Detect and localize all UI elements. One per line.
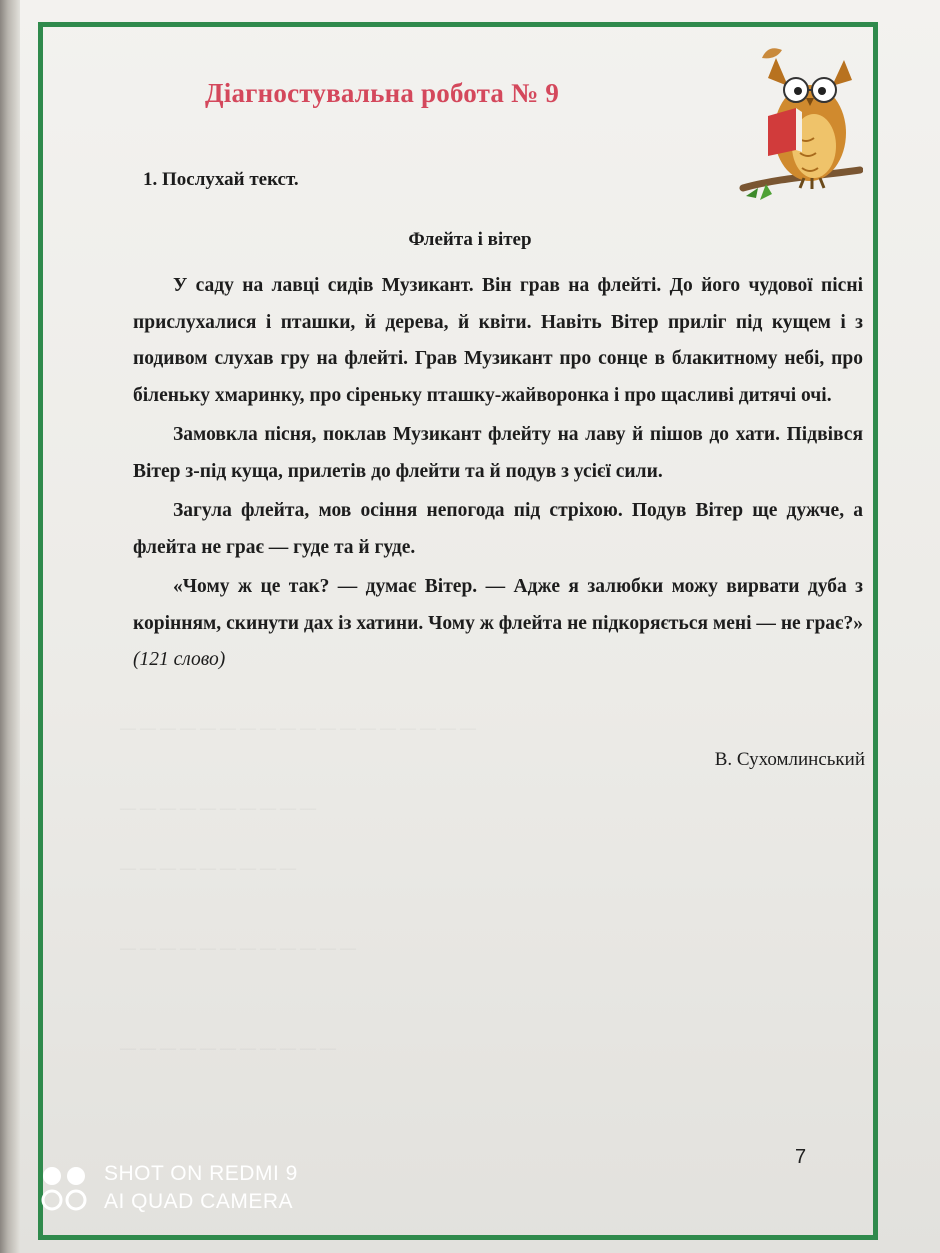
story-text <box>133 268 863 679</box>
camera-watermark <box>40 1160 298 1216</box>
story-paragraph: У саду на лавці сидів Музикант. Він грав на флейті. До його чудової пісні прислухалися і пташки, й дерева, й квіти. Навіть Вітер приліг під кущем і з подивом слухав гру на флейті. Грав Музикант про сонце в блакитному небі, про біленьку хмаринку, про сіреньку пташку-жайворонка і про щасливі дитячі очі. <box>133 275 863 406</box>
worksheet-title: Діагностувальна робота № 9 <box>205 78 560 108</box>
camera-lens-logo-icon <box>40 1164 88 1212</box>
bleed-through-text: — — — — — — — — — — — <box>120 1040 336 1057</box>
author-signature: В. Сухомлинський <box>714 749 865 770</box>
story-paragraph: Замовкла пісня, поклав Музикант флейту на лаву й пішов до хати. Підвівся Вітер з-під куща, прилетів до флейти та й подув з усієї сили. <box>133 424 863 482</box>
story-paragraph <box>133 569 863 679</box>
watermark-line-1: SHOT ON REDMI 9 <box>104 1162 298 1185</box>
story-paragraph: Загула флейта, мов осіння непогода під стріхою. Подув Вітер ще дужче, а флейта не грає — гуде та й гуде. <box>133 500 863 558</box>
task-heading: 1. Послухай текст. <box>143 169 299 190</box>
owl-reading-book-icon <box>738 38 863 203</box>
watermark-line-2: AI QUAD CAMERA <box>104 1190 294 1213</box>
story-paragraph-text: «Чому ж це так? — думає Вітер. — Адже я залюбки можу вирвати дуба з корінням, скинути дах із хатини. Чому ж флейта не підкоряється мені — не грає?» <box>133 576 863 634</box>
bleed-through-text: — — — — — — — — — — — — <box>120 940 356 957</box>
text-title: Флейта і вітер <box>408 229 532 250</box>
bleed-through-text: — — — — — — — — — <box>120 860 296 877</box>
page-number: 7 <box>795 1146 807 1168</box>
bleed-through-text: — — — — — — — — — — <box>120 800 316 817</box>
bleed-through-text: — — — — — — — — — — — — — — — — — — <box>120 720 476 737</box>
word-count: (121 слово) <box>133 649 226 670</box>
